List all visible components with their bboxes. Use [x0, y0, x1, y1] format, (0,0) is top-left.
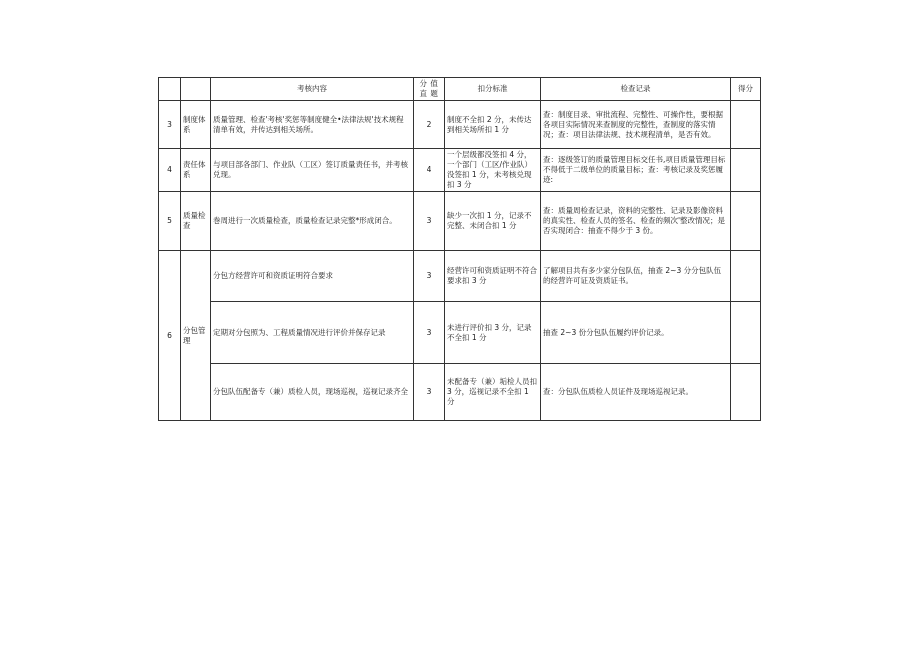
deduction-cell: 缺少一次扣 1 分，记录不完整、未闭合扣 1 分 — [445, 192, 541, 251]
header-category — [181, 78, 211, 101]
row-number: 6 — [159, 251, 181, 421]
row-number: 4 — [159, 149, 181, 192]
header-content: 考核内容 — [211, 78, 414, 101]
category-cell: 分包管理 — [181, 251, 211, 421]
content-cell: 与项目部各部门、作业队（工区）签订质量责任书，并考核兑现。 — [211, 149, 414, 192]
header-score: 分 值 直 题 — [414, 78, 445, 101]
table-row — [159, 251, 761, 302]
category-cell: 制度体系 — [181, 101, 211, 149]
deduction-cell: 经营许可和资质证明不符合要求扣 3 分 — [445, 251, 541, 302]
row-number: 3 — [159, 101, 181, 149]
got-cell — [731, 251, 761, 302]
record-cell: 查：质量周检查记录，资料的完整性、记录及影像资料的真实性、检查人员的签名、检查的频次'整改情况；是否实现闭合：抽查不得少于 3 份。 — [541, 192, 731, 251]
got-cell — [731, 149, 761, 192]
content-cell: 质量管理、检查'考核'奖惩等制度健全•法律法规'技术规程清单有效，并传达到相关场所。 — [211, 101, 414, 149]
content-cell: 分包队伍配备专（兼）质检人员，现场巡视，巡视记录齐全 — [211, 364, 414, 421]
table-row — [159, 192, 761, 251]
table-row — [159, 302, 761, 364]
score-cell: 2 — [414, 101, 445, 149]
category-cell: 质量检查 — [181, 192, 211, 251]
header-record: 检查记录 — [541, 78, 731, 101]
table-row — [159, 149, 761, 192]
header-deduction: 扣分标准 — [445, 78, 541, 101]
score-cell: 3 — [414, 364, 445, 421]
header-got: 得分 — [731, 78, 761, 101]
score-cell: 3 — [414, 251, 445, 302]
record-cell: 查：逐级签订的质量管理目标交任书,项目质量管理目标不得低于二级单位的质量目标；查：考核记录及奖惩履迹: — [541, 149, 731, 192]
got-cell — [731, 101, 761, 149]
got-cell — [731, 192, 761, 251]
record-cell: 查：分包队伍质检人员证件及现场巡视记录。 — [541, 364, 731, 421]
score-cell: 3 — [414, 192, 445, 251]
header-row — [159, 78, 761, 101]
category-cell: 责任体系 — [181, 149, 211, 192]
table-row — [159, 101, 761, 149]
header-no — [159, 78, 181, 101]
record-cell: 查：制度目录、审批流程、完整性、可操作性，要根据各项目实际情况来查制度的完整性，查制度的落实情况；查：项目法律法规、技术规程清单，是否有效。 — [541, 101, 731, 149]
audit-table — [158, 77, 761, 421]
deduction-cell: 未进行评价扣 3 分，记录不全扣 1 分 — [445, 302, 541, 364]
score-cell: 4 — [414, 149, 445, 192]
row-number: 5 — [159, 192, 181, 251]
deduction-cell: 未配备专（兼）垢检人员扣 3 分，巡视记录不全扣 1 分 — [445, 364, 541, 421]
got-cell — [731, 302, 761, 364]
content-cell: 定期对分包照为、工程质量情况进行评价并保存记录 — [211, 302, 414, 364]
record-cell: 了解项目共有多少家分包队伍，抽查 2~3 分分包队伍的经营许可证及资质证书。 — [541, 251, 731, 302]
deduction-cell: 一个层级都没签扣 4 分，一个部门（工区/作业队）没签扣 1 分，未考核兑现扣 3 分 — [445, 149, 541, 192]
content-cell: 巻周进行一次质量检查，质量检查记录完整*形成闭合。 — [211, 192, 414, 251]
record-cell: 抽查 2~3 份分包队伍履约评价记录。 — [541, 302, 731, 364]
got-cell — [731, 364, 761, 421]
table-row — [159, 364, 761, 421]
score-cell: 3 — [414, 302, 445, 364]
content-cell: 分包方经营许可和资质证明符合要求 — [211, 251, 414, 302]
deduction-cell: 制度不全扣 2 分，未传达到相关场所扣 1 分 — [445, 101, 541, 149]
